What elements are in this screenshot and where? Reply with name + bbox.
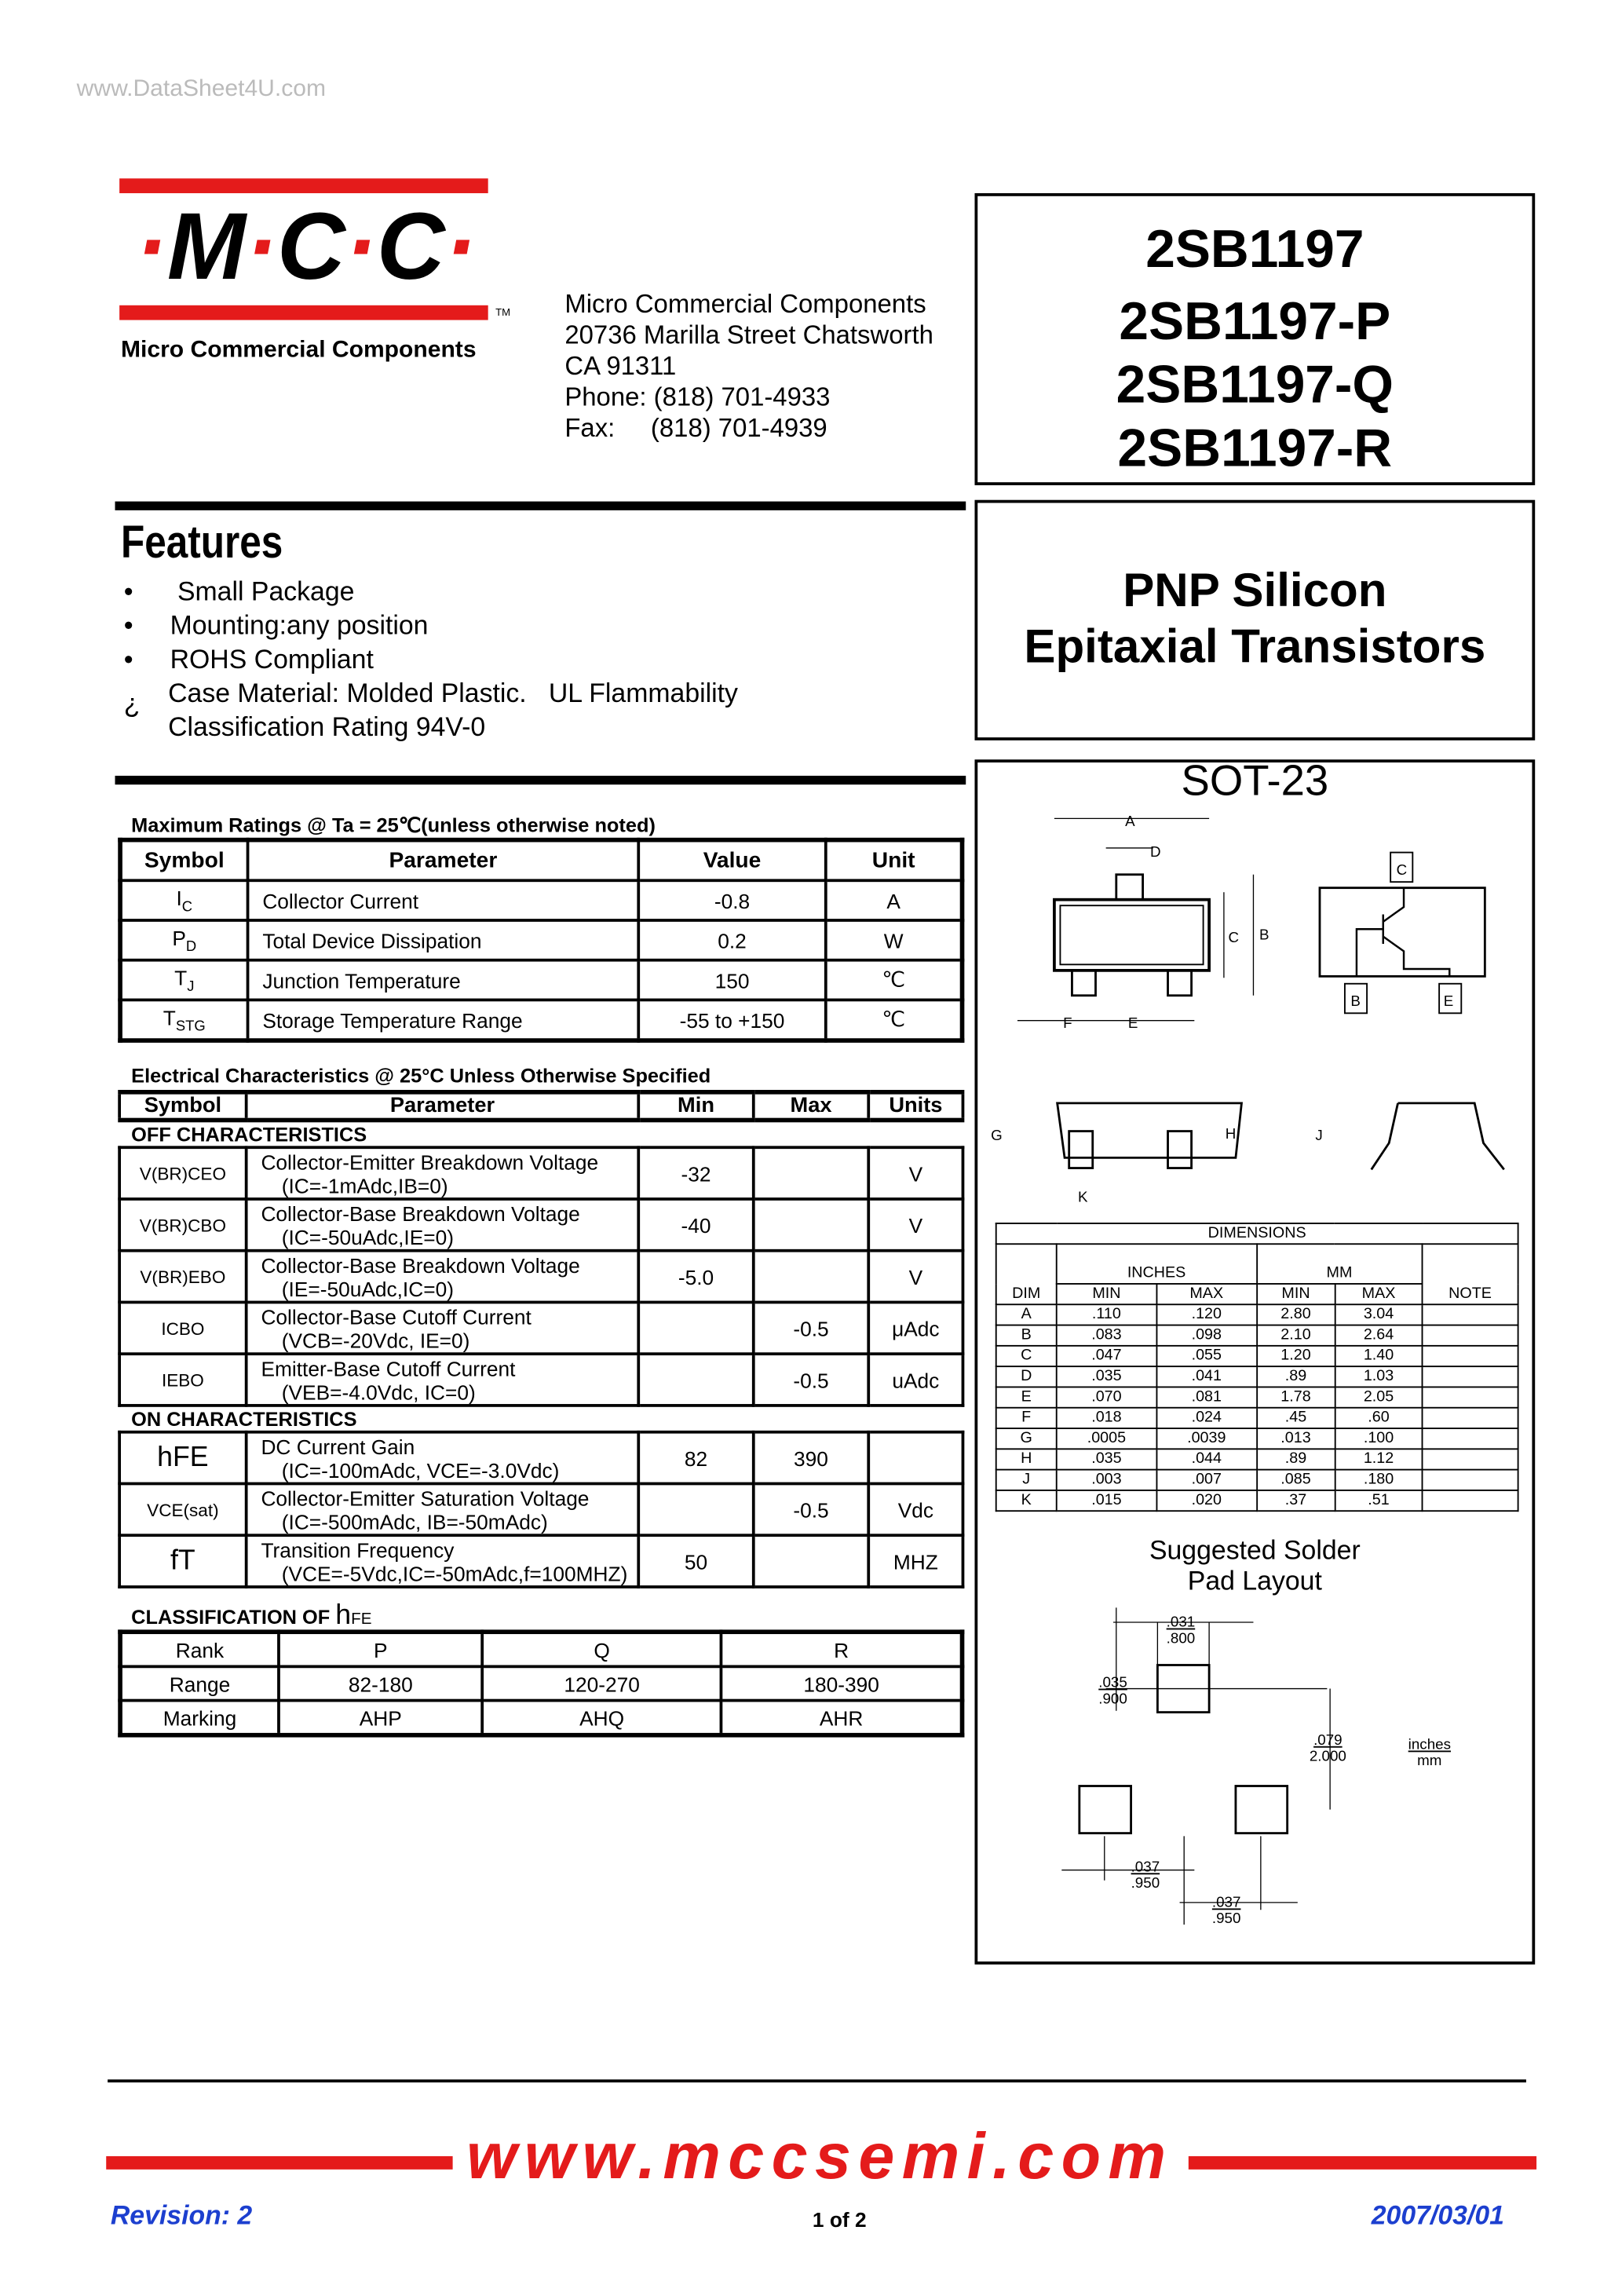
section-row [119, 1120, 963, 1147]
footer-divider [108, 2079, 1526, 2082]
max-cell: -0.5 [754, 1483, 868, 1535]
footer-bar [106, 2156, 452, 2170]
value-cell: 150 [638, 960, 826, 1000]
part-number: 2SB1197 [1145, 218, 1364, 279]
note-cell [1423, 1408, 1518, 1428]
cell: B [996, 1325, 1057, 1346]
header-cell: NOTE [1423, 1244, 1518, 1304]
symbol-cell: $P_D$ [120, 920, 247, 960]
header-cell: MIN [1256, 1284, 1335, 1304]
symbol-cell: V(BR)EBO [119, 1251, 247, 1303]
cell: F [996, 1408, 1057, 1428]
cell: 2.80 [1256, 1304, 1335, 1325]
cell: 2.64 [1335, 1325, 1423, 1346]
symbol-cell: $T_{STG}$ [120, 1000, 247, 1040]
cell: .89 [1256, 1449, 1335, 1469]
cell: .110 [1057, 1304, 1156, 1325]
feature-item: • Small Package [123, 576, 355, 606]
header-cell: Units [868, 1092, 963, 1121]
table-row [120, 1666, 962, 1700]
dimension-row [996, 1387, 1518, 1407]
cell: .007 [1156, 1470, 1256, 1490]
cell: .60 [1335, 1408, 1423, 1428]
symbol-cell: V(BR)CBO [119, 1199, 247, 1251]
header-cell: Value [638, 840, 826, 881]
dimension-row [996, 1304, 1518, 1325]
description-line: PNP Silicon [1123, 563, 1387, 617]
feature-item: ¿ Case Material: Molded Plastic. UL Flammability Classification Rating 94V-0 [123, 678, 738, 742]
address-line: Micro Commercial Components [564, 289, 926, 319]
parameter-cell: Junction Temperature [248, 960, 639, 1000]
divider [115, 502, 966, 510]
unit-cell: ℃ [826, 960, 963, 1000]
cell: 1.03 [1335, 1366, 1423, 1387]
dimension-row [996, 1366, 1518, 1387]
units-legend: inches mm [1408, 1737, 1451, 1770]
dimension-row [996, 1490, 1518, 1511]
table-row [119, 1302, 963, 1354]
feature-item: • ROHS Compliant [123, 644, 374, 675]
note-cell [1423, 1304, 1518, 1325]
dimension-row [996, 1449, 1518, 1469]
cell: D [996, 1366, 1057, 1387]
cell: .0005 [1057, 1428, 1156, 1449]
symbol-cell: hFE [119, 1432, 247, 1484]
min-cell [638, 1302, 753, 1354]
max-ratings-title: Maximum Ratings @ Ta = 25℃(unless otherwise noted) [131, 813, 656, 836]
cell: .51 [1335, 1490, 1423, 1511]
solder-title-line: Suggested Solder [1149, 1535, 1361, 1565]
features-title: Features [121, 516, 283, 569]
package-name: SOT-23 [1181, 758, 1329, 806]
cell: .041 [1156, 1366, 1256, 1387]
unit-cell: μAdc [868, 1302, 963, 1354]
cell: .020 [1156, 1490, 1256, 1511]
section-title: ON CHARACTERISTICS [131, 1407, 357, 1430]
cell: .120 [1156, 1304, 1256, 1325]
cell: 1.20 [1256, 1346, 1335, 1366]
unit-cell: uAdc [868, 1354, 963, 1406]
cell: .015 [1057, 1490, 1156, 1511]
min-cell: -5.0 [638, 1251, 753, 1303]
header-cell: Parameter [247, 1092, 639, 1121]
company-name: Micro Commercial Components [121, 338, 477, 364]
table-row [120, 1632, 962, 1666]
table-row [119, 1354, 963, 1406]
cell: Rank [120, 1632, 279, 1666]
min-cell [638, 1354, 753, 1406]
table-row [120, 960, 962, 1000]
cell: Marking [120, 1701, 279, 1735]
note-cell [1423, 1470, 1518, 1490]
symbol-cell: IEBO [119, 1354, 247, 1406]
min-cell [638, 1483, 753, 1535]
table-row [119, 1535, 963, 1587]
unit-cell: V [868, 1147, 963, 1199]
dimension-row [996, 1470, 1518, 1490]
svg-text:B: B [1350, 992, 1361, 1009]
dimension-row [996, 1346, 1518, 1366]
cell: 1.78 [1256, 1387, 1335, 1407]
phone: Phone: (818) 701-4933 [564, 382, 831, 412]
watermark: www.DataSheet4U.com [76, 76, 327, 102]
parameter-cell: Total Device Dissipation [248, 920, 639, 960]
svg-text:C: C [1228, 929, 1240, 946]
dimension-row [996, 1408, 1518, 1428]
cell: .180 [1335, 1470, 1423, 1490]
dimension-row [996, 1325, 1518, 1346]
parameter-cell: DC Current Gain (IC=-100mAdc, VCE=-3.0Vdc) [247, 1432, 639, 1484]
cell: .035 [1057, 1449, 1156, 1469]
parameter-cell: Collector-Base Cutoff Current (VCB=-20Vdc, IE=0) [247, 1302, 639, 1354]
date: 2007/03/01 [1371, 2200, 1504, 2230]
cell: A [996, 1304, 1057, 1325]
svg-text:E: E [1443, 992, 1454, 1009]
solder-title [974, 1535, 1535, 1597]
section-row [119, 1406, 963, 1432]
header-cell: MAX [1335, 1284, 1423, 1304]
cell: .100 [1335, 1428, 1423, 1449]
symbol-cell: VCE(sat) [119, 1483, 247, 1535]
svg-text:C: C [1396, 861, 1408, 878]
header-cell: Min [638, 1092, 753, 1121]
svg-text:G: G [991, 1126, 1003, 1143]
note-cell [1423, 1346, 1518, 1366]
cell: 3.04 [1335, 1304, 1423, 1325]
header-cell: Symbol [119, 1092, 247, 1121]
cell: Q [483, 1632, 721, 1666]
symbol-cell: fT [119, 1535, 247, 1587]
parameter-cell: Collector Current [248, 880, 639, 920]
company-address [564, 289, 933, 444]
cell: .018 [1057, 1408, 1156, 1428]
svg-text:H: H [1225, 1124, 1237, 1142]
parameter-cell: Transition Frequency (VCE=-5Vdc,IC=-50mAdc,f=100MHZ) [247, 1535, 639, 1587]
cell: Range [120, 1666, 279, 1700]
svg-text:A: A [1125, 812, 1135, 829]
features-list [124, 575, 738, 744]
min-cell: -40 [638, 1199, 753, 1251]
parameter-cell: Collector-Emitter Saturation Voltage (IC=-500mAdc, IB=-50mAdc) [247, 1483, 639, 1535]
cell: 1.12 [1335, 1449, 1423, 1469]
cell: .085 [1256, 1470, 1335, 1490]
part-number: 2SB1197-P [1119, 291, 1391, 352]
classification-table [118, 1629, 964, 1737]
cell: H [996, 1449, 1057, 1469]
max-cell [754, 1199, 868, 1251]
package-outline-drawing [988, 804, 1526, 1217]
part-number: 2SB1197-Q [1116, 353, 1394, 415]
dimensions-table [995, 1223, 1519, 1512]
unit-cell: A [826, 880, 963, 920]
feature-item: • Mounting:any position [123, 610, 429, 641]
electrical-table [118, 1090, 964, 1589]
max-cell [754, 1251, 868, 1303]
parameter-cell: Collector-Base Breakdown Voltage (IC=-50uAdc,IE=0) [247, 1199, 639, 1251]
value-cell: -55 to +150 [638, 1000, 826, 1040]
dim-label: .035 .900 [1098, 1675, 1127, 1708]
table-row [120, 880, 962, 920]
max-ratings-table [118, 838, 964, 1043]
cell: G [996, 1428, 1057, 1449]
address-line: 20736 Marilla Street Chatsworth [564, 320, 933, 350]
table-row [119, 1432, 963, 1484]
footer-bar [1189, 2156, 1536, 2170]
cell: 1.40 [1335, 1346, 1423, 1366]
svg-text:K: K [1077, 1188, 1088, 1205]
cell: .013 [1256, 1428, 1335, 1449]
unit-cell: V [868, 1251, 963, 1303]
cell: R [721, 1632, 963, 1666]
header-cell: INCHES [1057, 1244, 1257, 1284]
parameter-cell: Collector-Emitter Breakdown Voltage (IC=-1mAdc,IB=0) [247, 1147, 639, 1199]
table-row [120, 920, 962, 960]
header-cell: MAX [1156, 1284, 1256, 1304]
electrical-title: Electrical Characteristics @ 25°C Unless Otherwise Specified [131, 1065, 711, 1088]
cell: E [996, 1387, 1057, 1407]
description-line: Epitaxial Transistors [1024, 619, 1486, 673]
trademark: TM [495, 308, 511, 319]
unit-cell: ℃ [826, 1000, 963, 1040]
parameter-cell: Collector-Base Breakdown Voltage (IE=-50uAdc,IC=0) [247, 1251, 639, 1303]
unit-cell: V [868, 1199, 963, 1251]
header-cell: Max [754, 1092, 868, 1121]
dim-label: .031 .800 [1166, 1614, 1196, 1647]
cell: C [996, 1346, 1057, 1366]
classification-title: CLASSIFICATION OF hFE [131, 1600, 372, 1632]
cell: 180-390 [721, 1666, 963, 1700]
cell: .055 [1156, 1346, 1256, 1366]
section-title: OFF CHARACTERISTICS [131, 1123, 367, 1146]
cell: AHR [721, 1701, 963, 1735]
svg-text:E: E [1127, 1015, 1138, 1032]
cell: 2.10 [1256, 1325, 1335, 1346]
header-cell: MIN [1057, 1284, 1156, 1304]
cell: 2.05 [1335, 1387, 1423, 1407]
revision: Revision: 2 [110, 2200, 253, 2230]
parameter-cell: Emitter-Base Cutoff Current (VEB=-4.0Vdc, IC=0) [247, 1354, 639, 1406]
note-cell [1423, 1449, 1518, 1469]
cell: .003 [1057, 1470, 1156, 1490]
svg-text:D: D [1149, 843, 1161, 861]
header-cell: MM [1256, 1244, 1422, 1284]
cell: 82-180 [279, 1666, 483, 1700]
cell: .070 [1057, 1387, 1156, 1407]
max-cell: -0.5 [754, 1302, 868, 1354]
table-row [119, 1199, 963, 1251]
cell: AHQ [483, 1701, 721, 1735]
part-number: 2SB1197-R [1117, 417, 1393, 478]
cell: .044 [1156, 1449, 1256, 1469]
part-number-box [974, 193, 1535, 485]
unit-cell: MHZ [868, 1535, 963, 1587]
symbol-cell: ICBO [119, 1302, 247, 1354]
cell: .89 [1256, 1366, 1335, 1387]
table-row [119, 1147, 963, 1199]
divider [115, 776, 966, 784]
cell: .024 [1156, 1408, 1256, 1428]
header-cell: Parameter [248, 840, 639, 881]
unit-cell: W [826, 920, 963, 960]
cell: AHP [279, 1701, 483, 1735]
min-cell: -32 [638, 1147, 753, 1199]
min-cell: 82 [638, 1432, 753, 1484]
cell: K [996, 1490, 1057, 1511]
symbol-cell: V(BR)CEO [119, 1147, 247, 1199]
dimension-row [996, 1428, 1518, 1449]
note-cell [1423, 1428, 1518, 1449]
table-row [120, 1701, 962, 1735]
cell: .083 [1057, 1325, 1156, 1346]
website-link[interactable]: www.mccsemi.com [466, 2120, 1174, 2193]
svg-text:B: B [1259, 926, 1269, 943]
cell: .047 [1057, 1346, 1156, 1366]
dim-label: .037 .950 [1131, 1859, 1160, 1892]
dim-label: .037 .950 [1211, 1895, 1241, 1928]
logo-bottom-bar [119, 305, 488, 320]
max-cell: -0.5 [754, 1354, 868, 1406]
mcc-logo: ·M·C·C· [135, 193, 477, 300]
address-line: CA 91311 [564, 351, 677, 381]
symbol-cell: $I_C$ [120, 880, 247, 920]
page-number: 1 of 2 [812, 2207, 867, 2232]
svg-text:F: F [1063, 1015, 1072, 1032]
cell: .45 [1256, 1408, 1335, 1428]
dimensions-title: DIMENSIONS [996, 1223, 1518, 1244]
table-row [120, 1000, 962, 1040]
parameter-cell: Storage Temperature Range [248, 1000, 639, 1040]
solder-title-line: Pad Layout [1187, 1566, 1322, 1596]
note-cell [1423, 1325, 1518, 1346]
note-cell [1423, 1387, 1518, 1407]
cell: J [996, 1470, 1057, 1490]
value-cell: -0.8 [638, 880, 826, 920]
header-cell: DIM [996, 1244, 1057, 1304]
max-cell [754, 1535, 868, 1587]
unit-cell: Vdc [868, 1483, 963, 1535]
cell: .081 [1156, 1387, 1256, 1407]
cell: P [279, 1632, 483, 1666]
header-cell: Symbol [120, 840, 247, 881]
cell: 120-270 [483, 1666, 721, 1700]
unit-cell [868, 1432, 963, 1484]
cell: .37 [1256, 1490, 1335, 1511]
svg-text:J: J [1315, 1126, 1323, 1143]
solder-pad-layout-drawing [1032, 1607, 1504, 1947]
cell: .035 [1057, 1366, 1156, 1387]
max-cell: 390 [754, 1432, 868, 1484]
min-cell: 50 [638, 1535, 753, 1587]
description-box [974, 500, 1535, 740]
cell: .0039 [1156, 1428, 1256, 1449]
max-cell [754, 1147, 868, 1199]
fax: Fax: (818) 701-4939 [564, 412, 827, 443]
table-row [119, 1251, 963, 1303]
dim-label: .079 2.000 [1309, 1732, 1346, 1766]
value-cell: 0.2 [638, 920, 826, 960]
note-cell [1423, 1490, 1518, 1511]
table-row [119, 1483, 963, 1535]
note-cell [1423, 1366, 1518, 1387]
symbol-cell: $T_J$ [120, 960, 247, 1000]
cell: .098 [1156, 1325, 1256, 1346]
header-cell: Unit [826, 840, 963, 881]
